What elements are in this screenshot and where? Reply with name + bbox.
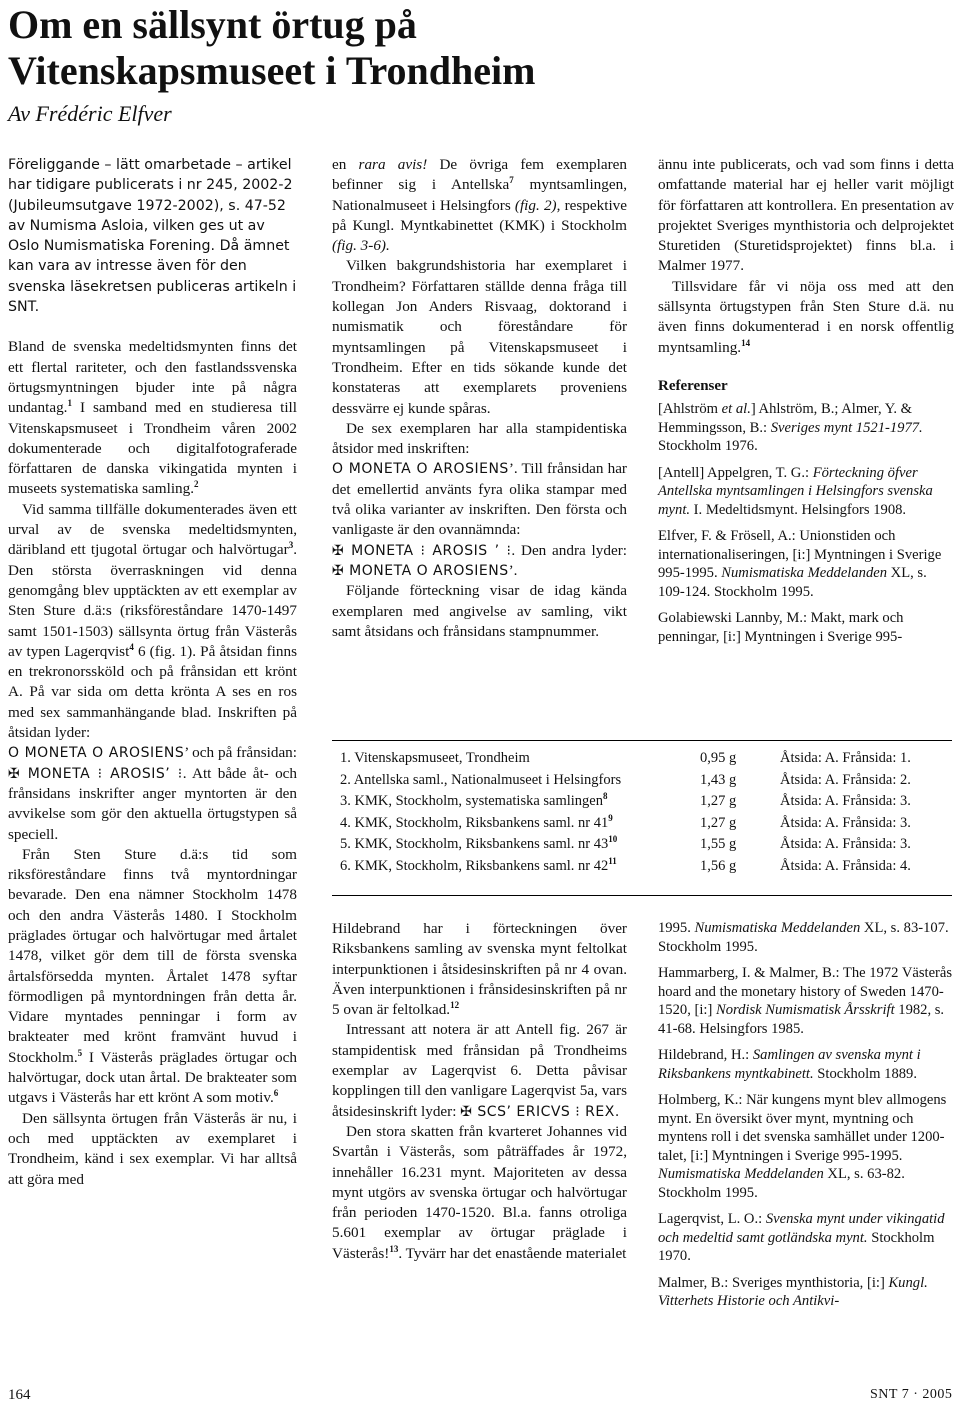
cell-collection: 4. KMK, Stockholm, Riksbankens saml. nr $41^9$ — [340, 812, 613, 831]
column-1 — [8, 155, 297, 1190]
reference-item: [Antell] Appelgren, T. G.: Förteckning öfver Antellska myntsamlingen i Helsingfors svenska mynt. I. Medeltidsmynt. Helsingfors 1908. — [658, 464, 933, 518]
cell-dies: Åtsida: A. Frånsida: 3. — [780, 836, 911, 853]
paragraph: Hildebrand har i förteckningen över Riksbankens samling av svenska mynt feltolkat interpunktionen i åtsidesinskriften på nr 4 ovan. Även interpunktionen i frånsidesinskriften på nr 5 ovan är feltolkad.$^{12}$ — [332, 920, 627, 1019]
paragraph: en rara avis! De övriga fem exemplaren befinner sig i Antellska$^7$ myntsamlingen, Nationalmuseet i Helsingfors (fig. 2), respektive på Kungl. Myntkabinettet (KMK) i Stockholm (fig. 3-6). — [332, 156, 627, 255]
cell-weight: 1,55 g — [700, 836, 737, 853]
paragraph: Intressant att notera är att Antell fig. 267 är stampidentisk med frånsidan på Trondheims exemplar av Lagerqvist 6. Detta påvisar kopplingen till den vanligare Lagerqvist 5a, vars åtsidesinskrift lyder: ✠ SCS’ ERICVS ⁝ REX. — [332, 1021, 627, 1120]
reference-item: Malmer, B.: Sveriges mynthistoria, [i:] Kungl. Vitterhets Historie och Antikvi- — [658, 1274, 928, 1309]
specimen-table — [340, 748, 940, 878]
cell-collection: 3. KMK, Stockholm, systematiska samlingen$^8$ — [340, 791, 608, 810]
table-row — [340, 791, 940, 813]
coin-inscription: ✠ MONETA O AROSIENS — [332, 562, 509, 579]
cell-weight: 1,43 g — [700, 771, 737, 788]
cell-dies: Åtsida: A. Frånsida: 2. — [780, 771, 911, 788]
paragraph: Tillsvidare får vi nöja oss med att den sällsynta örtugstypen från Sten Sture d.ä. nu även finns dokumenterad i en norsk offentlig myntsamling.$^{14}$ — [658, 277, 954, 356]
paragraph: Vilken bakgrundshistoria har exemplaret i Trondheim? Författaren ställde denna fråga till kollegan Jon Anders Risvaag, doktorand i numismatik och föreståndare för myntsamlingen på Vitenskapsmuseet i Trondheim. Efter en tids sökande kunde det konstateras att exemplarets proveniens dessvärre ej kunde spåras. — [332, 257, 627, 417]
paragraph: Från Sten Sture d.ä:s tid som riksföreståndare finns två myntordningar bevarade. Den ena nämner Stockholm 1478 och den andra Västerås 1480. I Stockholm präglades örtugar och halvörtugar med årtalet 1478, vilket gör dem till de första svenska årtalsförsedda mynten. Årtalet 1478 syftar förmodligen på myntordningen från detta år. Vidare myntades penningar i form av brakteater med krönt framvänt huvud i Stockholm.$^5$ I Västerås präglades örtugar och halvörtugar, dock utan årtal. De brakteater som utgavs i Västerås har ett krönt A som motiv.$^6$ — [8, 845, 297, 1107]
coin-inscription: ✠ SCS’ ERICVS ⁝ REX. — [460, 1103, 620, 1120]
cell-dies: Åtsida: A. Frånsida: 4. — [780, 857, 911, 874]
column-3 — [658, 155, 954, 654]
cell-weight: 1,56 g — [700, 857, 737, 874]
footnote-ref: 5 — [77, 1047, 83, 1058]
column-2 — [332, 155, 627, 642]
reference-item: Golabiewski Lannby, M.: Makt, mark och penningar, [i:] Myntningen i Sverige 995- — [658, 610, 904, 645]
footnote-ref: 11 — [608, 855, 617, 866]
cell-collection: 1. Vitenskapsmuseet, Trondheim — [340, 750, 530, 766]
byline: Av Frédéric Elfver — [8, 101, 172, 126]
reference-item: Hildebrand, H.: Samlingen av svenska mynt i Riksbankens myntkabinett. Stockholm 1889. — [658, 1047, 921, 1082]
footnote-ref: 3 — [288, 540, 294, 551]
coin-inscription: ✠ MONETA ⁝ AROSIS’ ⁝ — [8, 765, 183, 782]
cell-collection: 2. Antellska saml., Nationalmuseet i Helsingfors — [340, 771, 622, 788]
journal-issue: SNT 7 · 2005 — [870, 1387, 953, 1402]
footnote-ref: 14 — [741, 337, 751, 348]
paragraph: Bland de svenska medeltidsmynten finns det ett flertal rariteter, och den fastlandssvenska örtugsmyntningen bjuder inte på några undantag.$^1$ I samband med en studieresa till Vitenskapsmuseet i Trondheim våren 2002 dokumenterade och digitalfotograferade författaren de danska vikingatida mynten i museets systematiska samling.$^2$ — [8, 338, 297, 498]
table-bottom-rule — [332, 895, 952, 896]
paragraph: Den sällsynta örtugen från Västerås är nu, i och med upptäckten av exemplaret i Trondheim, känd i sex exemplar. Vi har alltså att göra med — [8, 1109, 297, 1188]
reference-item: Holmberg, K.: När kungens mynt blev allmogens mynt. En översikt över mynt, myntning och myntens roll i det svenska samhället under 1200-talet, [i:] Myntningen i Sverige 995-1995. Numismatiska Meddelanden XL, s. 63-82. Stockholm 1995. — [658, 1092, 947, 1201]
table-row — [340, 856, 940, 878]
table-top-rule — [332, 740, 952, 741]
paragraph: Vid samma tillfälle dokumenterades även ett urval av de svenska medeltidsmynten, däribland ett tjugotal örtugar och halvörtugar$^3$. Den största överraskningen vid denna genomgång blev upptäckten av ett exemplar av Sten Sture d.ä:s (riksföreståndare 1470-1497 samt 1501-1503) sällsynta örtug från Västerås av typen Lagerqvist$^4$ 6 (fig. 1). På åtsidan finns en trekronorssköld och på frånsidan ett krönt A. På var sida om detta krönta A ses en ros med sex sammanhängande blad. Inskriften på åtsidan lyder: O MONETA O AROSIENS’ och på frånsidan: ✠ MONETA ⁝ AROSIS’ ⁝. Att både åt- och frånsidans inskrifter anger myntorten är den avvikelse som gör den aktuella örtugstypen så speciell. — [8, 500, 297, 843]
cell-weight: 1,27 g — [700, 793, 737, 810]
footnote-ref: 6 — [273, 1088, 279, 1099]
cell-dies: Åtsida: A. Frånsida: 3. — [780, 814, 911, 831]
paragraph: Den stora skatten från kvarteret Johannes vid Svartån i Västerås, som påträffades år 1972, innehåller 16.231 mynt. Majoriteten av dessa mynt utgörs av svenska örtugar och halvörtugar från perioden 1470-1520. Bl.a. fanns otroliga 5.601 exemplar av örtugar präglade i Västerås!$^{13}$. Tyvärr har det enastående materialet — [332, 1122, 627, 1262]
reference-item: Lagerqvist, L. O.: Svenska mynt under vikingatid och medeltid samt gotländska mynt. Stockholm 1970. — [658, 1211, 945, 1264]
reference-item: 1995. Numismatiska Meddelanden XL, s. 83-107. Stockholm 1995. — [658, 920, 949, 955]
table-row — [340, 748, 940, 770]
footnote-ref: 13 — [389, 1243, 399, 1254]
title-line-1: Om en sällsynt örtug på — [8, 2, 417, 47]
footnote-ref: 12 — [450, 1000, 460, 1011]
footnote-ref: 1 — [67, 398, 72, 409]
column-3-lower — [658, 919, 954, 1319]
cell-dies: Åtsida: A. Frånsida: 1. — [780, 750, 911, 766]
paragraph: Följande förteckning visar de idag kända exemplaren med angivelse av samling, vikt samt åtsidans och frånsidans stampnummer. — [332, 582, 627, 640]
cell-collection: 6. KMK, Stockholm, Riksbankens saml. nr $42^{11}$ — [340, 855, 617, 874]
footnote-ref: 2 — [194, 479, 199, 490]
article-title — [8, 2, 948, 94]
title-line-2: Vitenskapsmuseet i Trondheim — [8, 48, 536, 93]
reference-item: [Ahlström et al.] Ahlström, B.; Almer, Y. & Hemmingsson, B.: Sveriges mynt 1521-1977. Stockholm 1976. — [658, 401, 923, 455]
footnote-ref: 7 — [509, 175, 514, 186]
page-number: 164 — [8, 1387, 31, 1403]
cell-dies: Åtsida: A. Frånsida: 3. — [780, 793, 911, 810]
table-row — [340, 813, 940, 835]
footnote-ref: 10 — [608, 834, 618, 845]
paragraph: ännu inte publicerats, och vad som finns i detta omfattande material har ej heller varit möjligt för författaren att kontrollera. En presentation av projektet Sveriges mynthistoria och delprojektet Sturetiden (Sturetidsprojektet) finns bl.a. i Malmer 1977. — [658, 156, 954, 275]
footnote-ref: 8 — [603, 791, 608, 802]
column-2-lower — [332, 919, 627, 1264]
cell-weight: 1,27 g — [700, 814, 737, 831]
reference-item: Hammarberg, I. & Malmer, B.: The 1972 Västerås hoard and the monetary history of Sweden 1470-1520, [i:] Nordisk Numismatisk Årsskrift 1982, s. 41-68. Helsingfors 1985. — [658, 965, 953, 1037]
lead-paragraph: Föreliggande – lätt omarbetade – artikel har tidigare publicerats i nr 245, 2002-2 (Jubileumsutgave 1972-2002), s. 47-52 av Numisma Asloia, vilken ges ut av Oslo Numismatiska Forening. Då ämnet kan vara av intresse även för den svenska läsekretsen publiceras artikeln i SNT. — [8, 157, 297, 316]
paragraph: De sex exemplaren har alla stampidentiska åtsidor med inskriften: O MONETA O AROSIENS’. Till frånsidan har det emellertid använts fyra olika stampar med två olika varianter av inskriften. Den första och vanligaste är den ovannämnda: ✠ MONETA ⁝ AROSIS ’ ⁝. Den andra lyder: ✠ MONETA O AROSIENS’. — [332, 419, 627, 579]
coin-inscription: O MONETA O AROSIENS — [332, 461, 509, 478]
table-row — [340, 770, 940, 792]
cell-weight: 0,95 g — [700, 750, 737, 766]
coin-inscription: O MONETA O AROSIENS — [8, 745, 185, 762]
reference-item: Elfver, F. & Frösell, A.: Unionstiden och internationaliseringen, [i:] Myntningen i Sverige 995-1995. Numismatiska Meddelanden XL, s. 109-124. Stockholm 1995. — [658, 528, 942, 600]
cell-collection: 5. KMK, Stockholm, Riksbankens saml. nr $43^{10}$ — [340, 834, 618, 853]
footnote-ref: 9 — [608, 812, 613, 823]
table-row — [340, 834, 940, 856]
references-heading: Referenser — [658, 377, 728, 394]
coin-inscription: ✠ MONETA ⁝ AROSIS ’ ⁝ — [332, 542, 512, 559]
footnote-ref: 4 — [129, 641, 134, 652]
